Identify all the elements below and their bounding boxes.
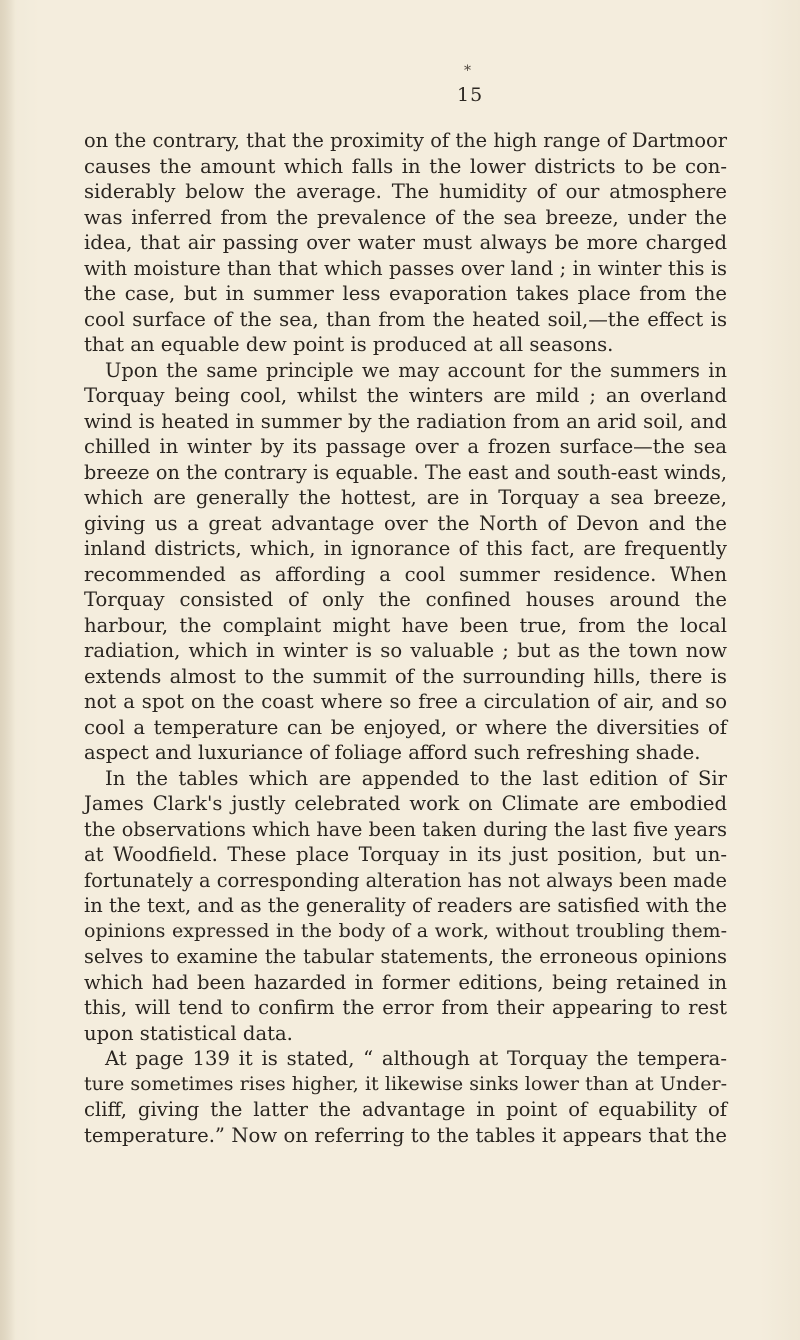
text-line: At page 139 it is stated, “ although at Torquay the tempera- [105,1047,727,1070]
text-line: Upon the same principle we may account for the summers in [105,358,727,382]
text-line: at Woodfield. These place Torquay in its just position, but un- [84,843,727,866]
text-line: James Clark's justly celebrated work on Climate are embodied [84,792,727,815]
text-line: causes the amount which falls in the lower districts to be con- [84,154,727,178]
text-line: harbour, the complaint might have been true, from the local [84,613,727,637]
page-gutter-shadow [0,0,16,1340]
text-line: In the tables which are appended to the last edition of Sir [105,766,727,790]
text-line: on the contrary, that the proximity of the high range of Dartmoor [84,129,727,152]
text-line: inland districts, which, in ignorance of this fact, are frequently [84,537,727,560]
text-line: wind is heated in summer by the radiation from an arid soil, and [84,409,727,433]
body-text [84,128,727,1148]
text-line: radiation, which in winter is so valuable ; but as the town now [84,639,727,662]
text-line: Torquay consisted of only the confined houses around the [84,588,727,611]
text-line: upon statistical data. [84,1021,293,1045]
text-line: chilled in winter by its passage over a frozen surface—the sea [84,435,727,458]
text-line: temperature.” Now on referring to the tables it appears that the [84,1123,727,1147]
text-line: cliff, giving the latter the advantage in point of equability of [84,1098,727,1121]
text-line: opinions expressed in the body of a work, without troubling them- [84,919,727,942]
text-line: which are generally the hottest, are in Torquay a sea breeze, [84,486,727,509]
text-line: in the text, and as the generality of readers are satisfied with the [84,894,727,917]
text-line: with moisture than that which passes over land ; in winter this is [84,256,727,280]
text-line: recommended as affording a cool summer residence. When [84,562,727,586]
text-line: siderably below the average. The humidity of our atmosphere [84,180,727,203]
text-line: the case, but in summer less evaporation takes place from the [84,282,727,305]
page-mark: * [464,63,471,79]
text-line: which had been hazarded in former editions, being retained in [84,970,727,994]
text-line: giving us a great advantage over the North of Devon and the [84,511,727,535]
text-line: cool a temperature can be enjoyed, or where the diversities of [84,715,727,739]
text-line: breeze on the contrary is equable. The east and south-east winds, [84,460,727,484]
text-line: not a spot on the coast where so free a circulation of air, and so [84,690,727,713]
text-line: this, will tend to confirm the error from their appearing to rest [84,996,727,1019]
text-line: fortunately a corresponding alteration has not always been made [84,868,727,892]
text-line: idea, that air passing over water must always be more charged [84,231,727,254]
text-line: ture sometimes rises higher, it likewise sinks lower than at Under- [84,1072,727,1095]
page-number: 15 [457,84,484,106]
text-line: cool surface of the sea, than from the heated soil,—the effect is [84,307,727,331]
text-line: extends almost to the summit of the surrounding hills, there is [84,664,727,688]
text-line: the observations which have been taken during the last five years [84,817,727,841]
text-line: that an equable dew point is produced at all seasons. [84,333,614,356]
text-line: Torquay being cool, whilst the winters are mild ; an overland [84,384,727,407]
text-line: selves to examine the tabular statements, the erroneous opinions [84,945,727,968]
text-line: was inferred from the prevalence of the sea breeze, under the [84,205,727,229]
text-line: aspect and luxuriance of foliage afford such refreshing shade. [84,741,701,764]
